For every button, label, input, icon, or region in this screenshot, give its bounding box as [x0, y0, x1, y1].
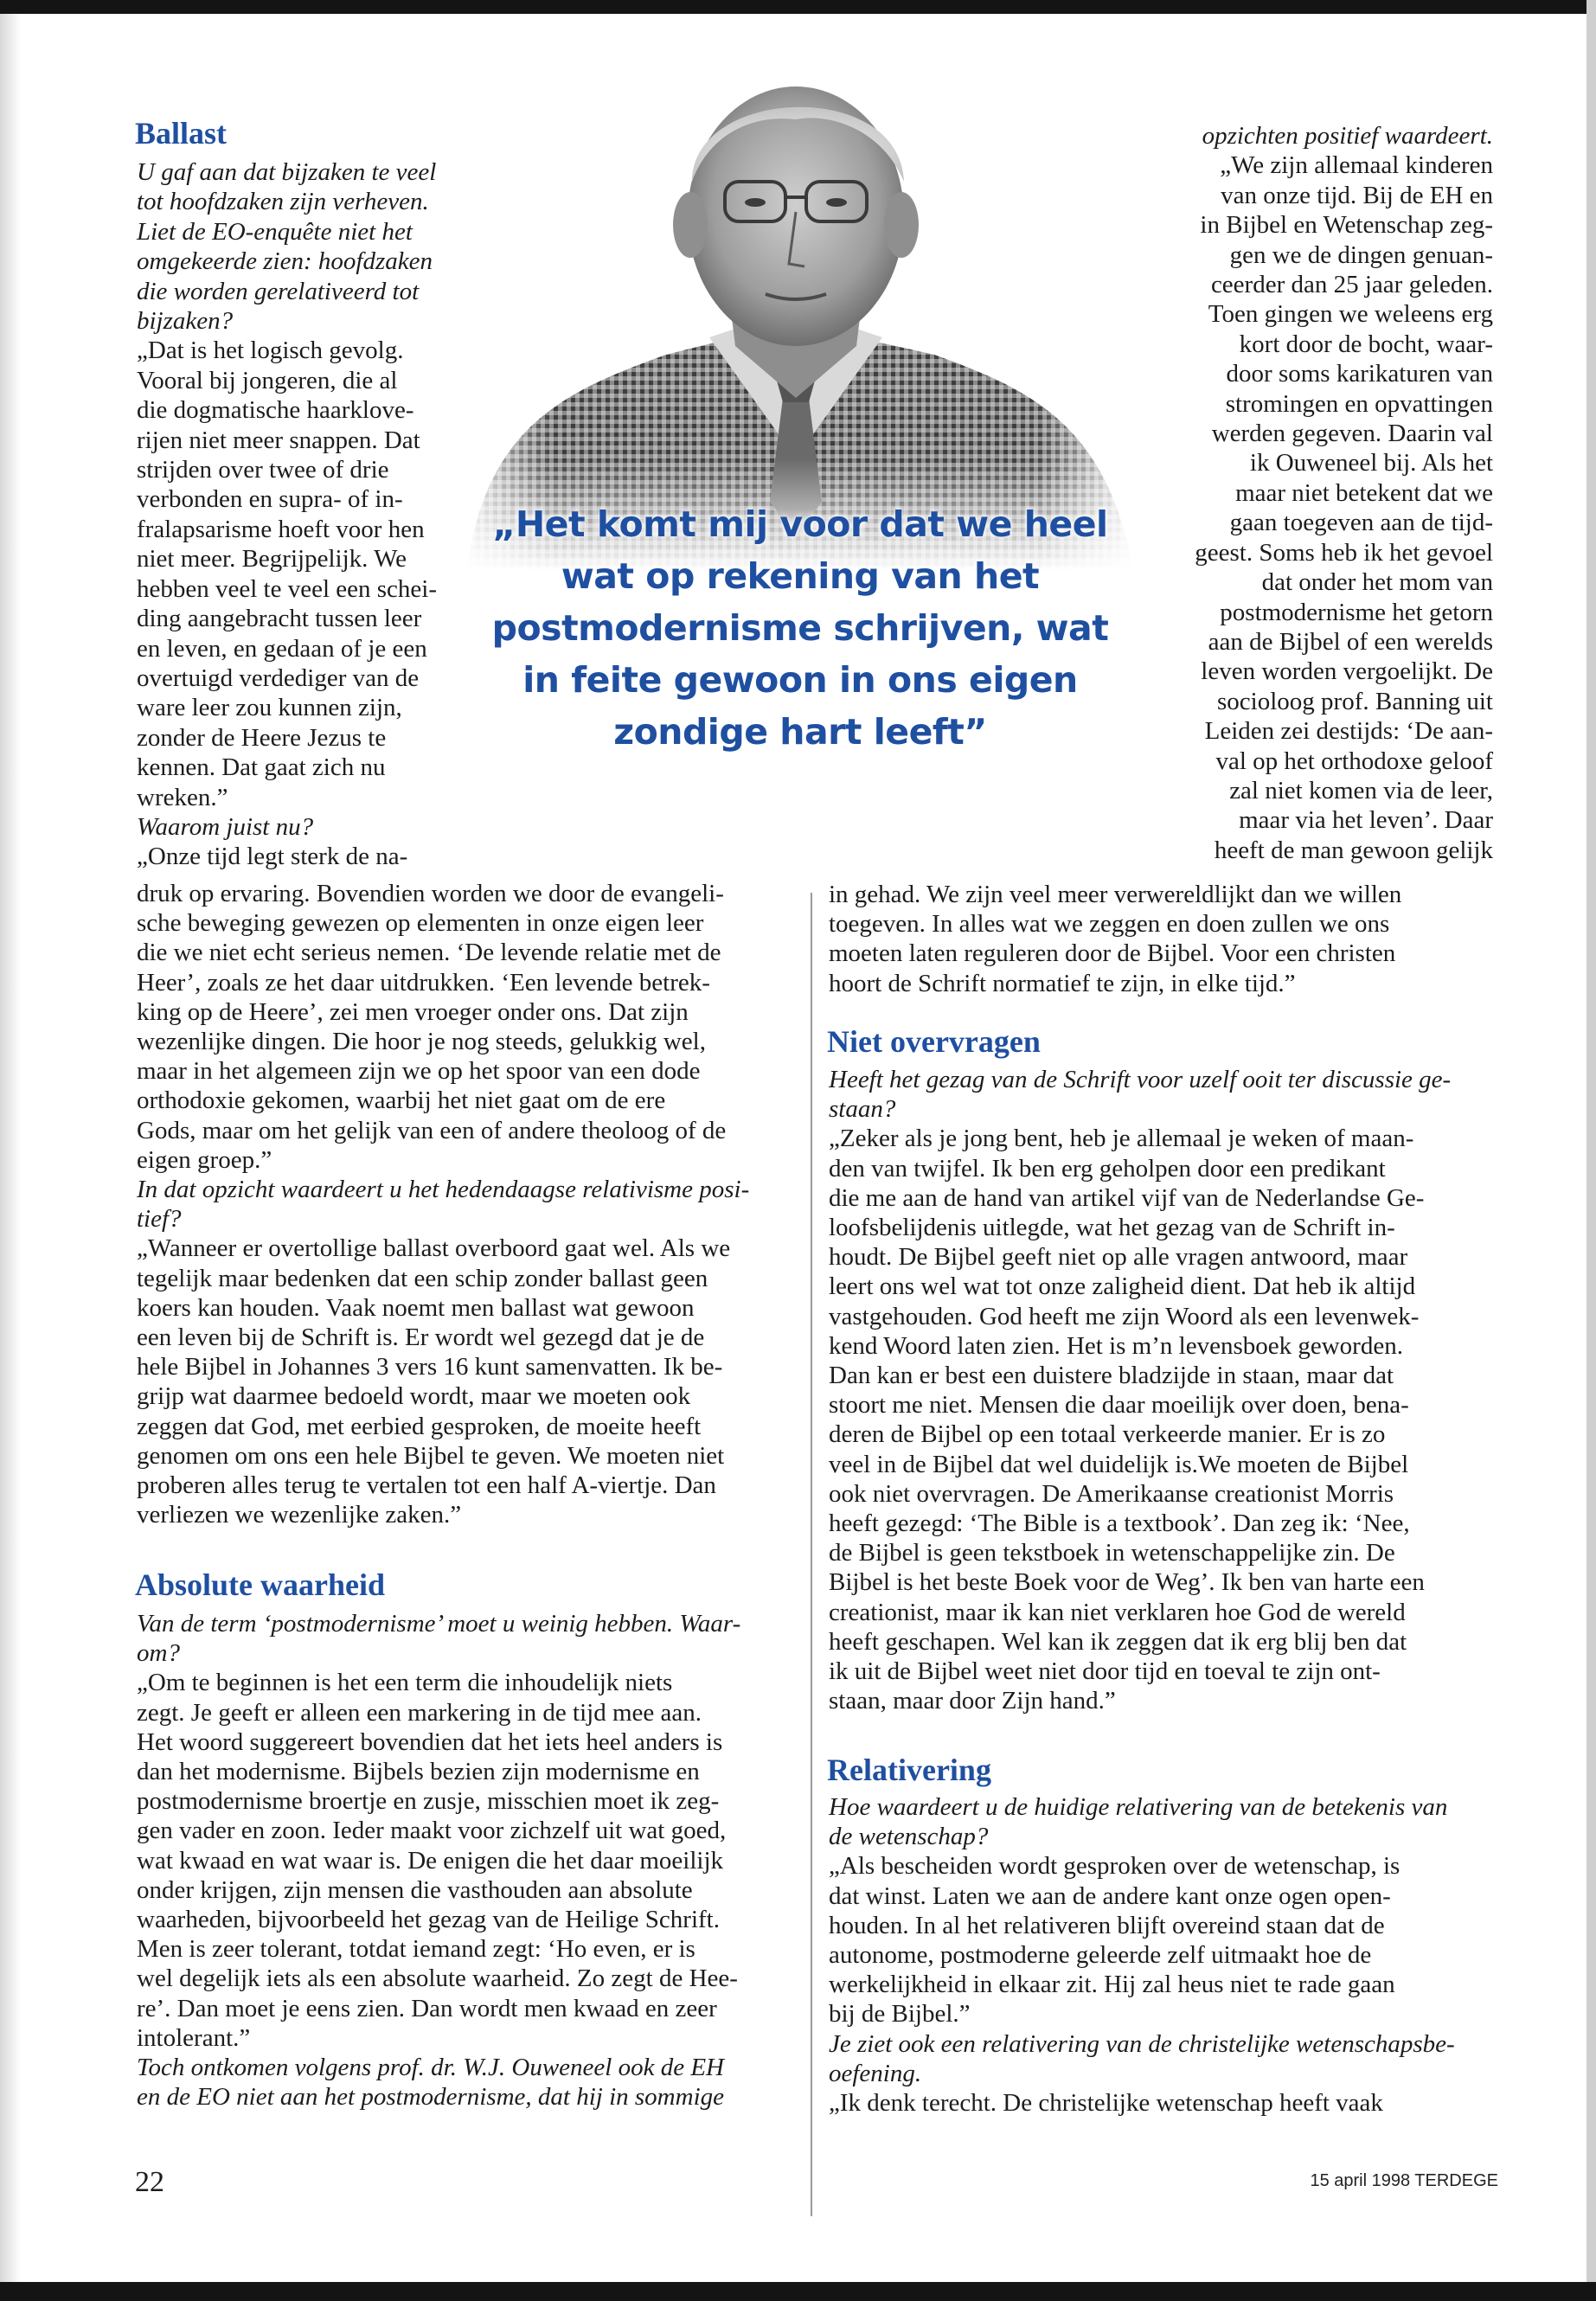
text-line: proberen alles terug te vertalen tot een half A-viertje. Dan [137, 1471, 716, 1500]
text-line: „Om te beginnen is het een term die inhoudelijk niets [137, 1669, 673, 1697]
text-line: gen we de dingen genuan- [1229, 240, 1493, 269]
text-line: socioloog prof. Banning uit [1217, 687, 1493, 715]
scan-border-top [0, 0, 1596, 14]
question-line: omgekeerde zien: hoofdzaken [137, 247, 433, 276]
text-line: orthodoxie gekomen, waarbij het niet gaat om de ere [137, 1086, 666, 1115]
text-line: een leven bij de Schrift is. Er wordt wel gezegd dat je de [137, 1324, 705, 1352]
answer-line: die dogmatische haarklove- [137, 396, 414, 425]
text-line: ceerder dan 25 jaar geleden. [1210, 271, 1493, 299]
text-line: intolerant.” [137, 2023, 251, 2052]
niet-overvragen-text [829, 1065, 1451, 1715]
text-line: ook niet overvragen. De Amerikaanse creationist Morris [829, 1479, 1394, 1508]
text-line: ik uit de Bijbel weet niet door tijd en toeval te zijn ont- [829, 1657, 1381, 1686]
question-line: opzichten positief waardeert. [1202, 122, 1493, 150]
text-line: heeft de man gewoon gelijk [1214, 836, 1493, 864]
question-line: Heeft het gezag van de Schrift voor uzelf ooit ter discussie ge- [829, 1066, 1452, 1093]
question-line: die worden gerelativeerd tot [137, 277, 420, 305]
question-line: bijzaken? [137, 307, 234, 336]
text-line: den van twijfel. Ik ben erg geholpen door een predikant [829, 1154, 1386, 1183]
text-line: moeten laten reguleren door de Bijbel. Voor een christen [829, 939, 1396, 968]
text-line: stoort me niet. Mensen die daar moeilijk over doen, bena- [829, 1391, 1409, 1420]
pull-quote-line: „Het komt mij voor dat we heel [492, 503, 1108, 545]
answer-line: ware leer zou kunnen zijn, [137, 694, 402, 722]
text-line: „Wanneer er overtollige ballast overboord gaat wel. Als we [137, 1234, 731, 1263]
text-line: wel degelijk iets als een absolute waarheid. Zo zegt de Hee- [137, 1965, 738, 1993]
text-line: ik Ouweneel bij. Als het [1249, 449, 1493, 478]
scan-edge-left [0, 0, 21, 2301]
text-line: autonome, postmoderne geleerde zelf uitmaakt hoe de [829, 1941, 1372, 1970]
text-line: werden gegeven. Daarin val [1211, 420, 1493, 448]
relativering-text [829, 1792, 1455, 2118]
answer-line: niet meer. Begrijpelijk. We [137, 545, 407, 574]
text-line: staan, maar door Zijn hand.” [829, 1687, 1116, 1715]
ballast-text [137, 157, 437, 872]
column-divider [811, 893, 812, 2216]
text-line: maar in het algemeen zijn we op het spoor van een dode [137, 1057, 701, 1086]
text-line: bij de Bijbel.” [829, 2000, 971, 2029]
text-line: de Bijbel is geen tekstboek in wetenschappelijke zin. De [829, 1539, 1395, 1567]
question-line: om? [137, 1639, 180, 1668]
answer-line: „Onze tijd legt sterk de na- [137, 843, 408, 871]
text-line: geest. Soms heb ik het gevoel [1195, 538, 1493, 567]
text-line: hele Bijbel in Johannes 3 vers 16 kunt samenvatten. Ik be- [137, 1353, 723, 1381]
question-line: staan? [829, 1095, 896, 1124]
question-line: Waarom juist nu? [137, 812, 314, 841]
answer-line: „Dat is het logisch gevolg. [137, 336, 404, 365]
answer-line: wreken.” [137, 783, 228, 811]
text-line: druk op ervaring. Bovendien worden we door de evangeli- [137, 880, 724, 907]
question-line: tot hoofdzaken zijn verheven. [137, 188, 429, 216]
text-line: wat kwaad en wat waar is. De enigen die het daar moeilijk [137, 1846, 724, 1875]
section-heading: Ballast [135, 116, 228, 151]
answer-line: zonder de Heere Jezus te [137, 723, 387, 752]
pull-quote-line: wat op rekening van het [561, 555, 1040, 597]
question-line: Hoe waardeert u de huidige relativering van de betekenis van [829, 1793, 1448, 1821]
text-line: tegelijk maar bedenken dat een schip zonder ballast geen [137, 1264, 708, 1292]
section-heading: Absolute waarheid [135, 1567, 386, 1602]
text-line: houden. In al het relativeren blijft overeind staan dat de [829, 1911, 1385, 1939]
text-line: die me aan de hand van artikel vijf van de Nederlandse Ge- [829, 1183, 1425, 1212]
text-line: Bijbel is het beste Boek voor de Weg’. Ik ben van harte een [829, 1568, 1425, 1597]
text-line: die we niet echt serieus nemen. ‘De levende relatie met de [137, 939, 721, 967]
text-line: „Als bescheiden wordt gesproken over de wetenschap, is [829, 1852, 1401, 1881]
question-line: de wetenschap? [829, 1823, 989, 1851]
question-line: en de EO niet aan het postmodernisme, dat hij in sommige [137, 2083, 724, 2112]
text-line: grijp wat daarmee bedoeld wordt, maar we moeten ook [137, 1382, 691, 1411]
question-line: Liet de EO-enquête niet het [137, 217, 413, 246]
section-heading: Relativering [827, 1753, 991, 1787]
answer-line: strijden over twee of drie [137, 456, 389, 484]
text-line: deren de Bijbel op een totaal verkeerde manier. Er is zo [829, 1420, 1386, 1449]
portrait-photo-icon [450, 52, 1142, 571]
text-line: maar via het leven’. Daar [1239, 806, 1493, 835]
pull-quote-line: in feite gewoon in ons eigen [522, 659, 1078, 701]
text-line: stromingen en opvattingen [1225, 389, 1493, 418]
question-line: Toch ontkomen volgens prof. dr. W.J. Ouweneel ook de EH [137, 2054, 724, 2082]
answer-line: hebben veel te veel een schei- [137, 574, 438, 603]
text-line: re’. Dan moet je eens zien. Dan wordt men kwaad en zeer [137, 1994, 717, 2022]
answer-line: ding aangebracht tussen leer [137, 605, 422, 633]
text-line: zegt. Je geeft er alleen een markering in de tijd mee aan. [137, 1698, 702, 1727]
text-line: veel in de Bijbel dat wel duidelijk is.We moeten de Bijbel [829, 1450, 1409, 1478]
left-body-text [137, 879, 749, 1529]
answer-line: Vooral bij jongeren, die al [137, 366, 398, 394]
pull-quote [484, 498, 1116, 758]
text-line: wezenlijke dingen. Die hoor je nog steeds, gelukkig wel, [137, 1028, 706, 1056]
answer-line: rijen niet meer snappen. Dat [137, 426, 420, 454]
text-line: heeft gezegd: ‘The Bible is a textbook’. Dan zeg ik: ‘Nee, [829, 1509, 1410, 1538]
text-line: king op de Heere’, zei men vroeger onder ons. Dat zijn [137, 997, 689, 1026]
text-line: houdt. De Bijbel geeft niet op alle vragen antwoord, maar [829, 1243, 1408, 1272]
text-line: dat winst. Laten we aan de andere kant onze ogen open- [829, 1881, 1391, 1910]
text-line: in Bijbel en Wetenschap zeg- [1200, 211, 1493, 240]
text-line: „We zijn allemaal kinderen [1220, 151, 1493, 180]
question-line: Je ziet ook een relativering van de christelijke wetenschapsbe- [829, 2029, 1455, 2058]
section-ballast [135, 116, 227, 151]
text-line: Heer’, zoals ze het daar uitdrukken. ‘Een levende betrek- [137, 968, 710, 997]
text-line: leert ons wel wat tot onze zaligheid dient. Dat heb ik altijd [829, 1272, 1416, 1301]
text-line: Men is zeer tolerant, totdat iemand zegt: ‘Ho even, er is [137, 1935, 695, 1964]
question-line: Van de term ‘postmodernisme’ moet u weinig hebben. Waar- [137, 1610, 741, 1638]
text-line: val op het orthodoxe geloof [1215, 747, 1493, 775]
question-line: In dat opzicht waardeert u het hedendaagse relativisme posi- [137, 1176, 750, 1204]
page-number: 22 [135, 2166, 164, 2198]
text-line: eigen groep.” [137, 1145, 272, 1174]
text-line: sche beweging gewezen op elementen in onze eigen leer [137, 909, 704, 938]
text-line: vastgehouden. God heeft me zijn Woord als een levenwek- [829, 1302, 1420, 1330]
scan-border-bottom [0, 2282, 1596, 2301]
section-heading: Niet overvragen [827, 1024, 1041, 1059]
pull-quote-line: postmodernisme schrijven, wat [491, 607, 1109, 649]
text-line: Leiden zei destijds: ‘De aan- [1204, 717, 1493, 746]
text-line: heeft geschapen. Wel kan ik zeggen dat ik erg blij ben dat [829, 1627, 1407, 1656]
text-line: werkelijkheid in elkaar zit. Hij zal heus niet te rade gaan [829, 1971, 1395, 1999]
text-line: kend Woord laten zien. Het is m’n levensboek geworden. [829, 1331, 1403, 1360]
text-line: dat onder het mom van [1261, 568, 1493, 597]
section-relativering [827, 1753, 991, 1787]
answer-line: fralapsarisme hoeft voor hen [137, 515, 425, 543]
text-line: hoort de Schrift normatief te zijn, in elke tijd.” [829, 969, 1296, 997]
text-line: „Ik denk terecht. De christelijke wetenschap heeft vaak [829, 2089, 1383, 2118]
question-line: oefening. [829, 2059, 922, 2087]
text-line: postmodernisme het getorn [1220, 598, 1493, 626]
text-line: loofsbelijdenis uitlegde, wat het gezag van de Schrift in- [829, 1214, 1395, 1242]
text-line: Toen gingen we weleens erg [1208, 300, 1493, 329]
text-line: gaan toegeven aan de tijd- [1229, 509, 1493, 537]
right-body-text [829, 880, 1401, 998]
question-line: tief? [137, 1205, 182, 1234]
question-line: U gaf aan dat bijzaken te veel [137, 158, 437, 186]
text-line: Gods, maar om het gelijk van een of andere theoloog of de [137, 1116, 727, 1144]
text-line: kort door de bocht, waar- [1239, 330, 1493, 358]
text-line: waarheden, bijvoorbeeld het gezag van de Heilige Schrift. [137, 1906, 720, 1934]
text-line: in gehad. We zijn veel meer verwereldlijkt dan we willen [829, 881, 1402, 908]
text-line: leven worden vergoelijkt. De [1201, 657, 1493, 686]
text-line: verliezen we wezenlijke zaken.” [137, 1501, 462, 1529]
answer-line: verbonden en supra- of in- [137, 485, 403, 514]
text-line: Het woord suggereert bovendien dat het iets heel anders is [137, 1727, 723, 1756]
answer-line: en leven, en gedaan of je een [137, 634, 427, 663]
text-line: „Zeker als je jong bent, heb je allemaal je weken of maan- [829, 1125, 1414, 1153]
absolute-waarheid-text [137, 1609, 740, 2112]
section-niet-overvragen [827, 1024, 1041, 1059]
text-line: door soms karikaturen van [1226, 360, 1493, 388]
text-line: maar niet betekent dat we [1235, 478, 1493, 507]
text-line: aan de Bijbel of een werelds [1208, 627, 1493, 656]
section-absolute-waarheid [135, 1567, 385, 1602]
scan-border-right [1586, 0, 1596, 2301]
text-line: genomen om ons een hele Bijbel te geven. We moeten niet [137, 1441, 725, 1470]
pull-quote-line: zondige hart leeft” [613, 711, 987, 753]
text-line: onder krijgen, zijn mensen die vasthouden aan absolute [137, 1875, 693, 1904]
text-line: toegeven. In alles wat we zeggen en doen zullen we ons [829, 910, 1390, 939]
text-line: Dan kan er best een duistere bladzijde in staan, maar dat [829, 1362, 1394, 1390]
answer-line: kennen. Dat gaat zich nu [137, 753, 386, 782]
text-line: zeggen dat God, met eerbied gesproken, de moeite heeft [137, 1412, 702, 1440]
text-line: van onze tijd. Bij de EH en [1221, 181, 1493, 209]
text-line: koers kan houden. Vaak noemt men ballast wat gewoon [137, 1293, 695, 1322]
text-line: creationist, maar ik kan niet verklaren hoe God de wereld [829, 1598, 1406, 1626]
answer-line: overtuigd verdediger van de [137, 663, 420, 692]
text-line: zal niet komen via de leer, [1229, 776, 1493, 804]
publication-footer: 15 april 1998 TERDEGE [1310, 2171, 1498, 2190]
text-line: gen vader en zoon. Ieder maakt voor zichzelf uit wat goed, [137, 1817, 727, 1845]
text-line: postmodernisme broertje en zusje, misschien moet ik zeg- [137, 1787, 720, 1816]
text-line: dan het modernisme. Bijbels bezien zijn modernisme en [137, 1758, 700, 1786]
right-top-text [1116, 121, 1493, 865]
